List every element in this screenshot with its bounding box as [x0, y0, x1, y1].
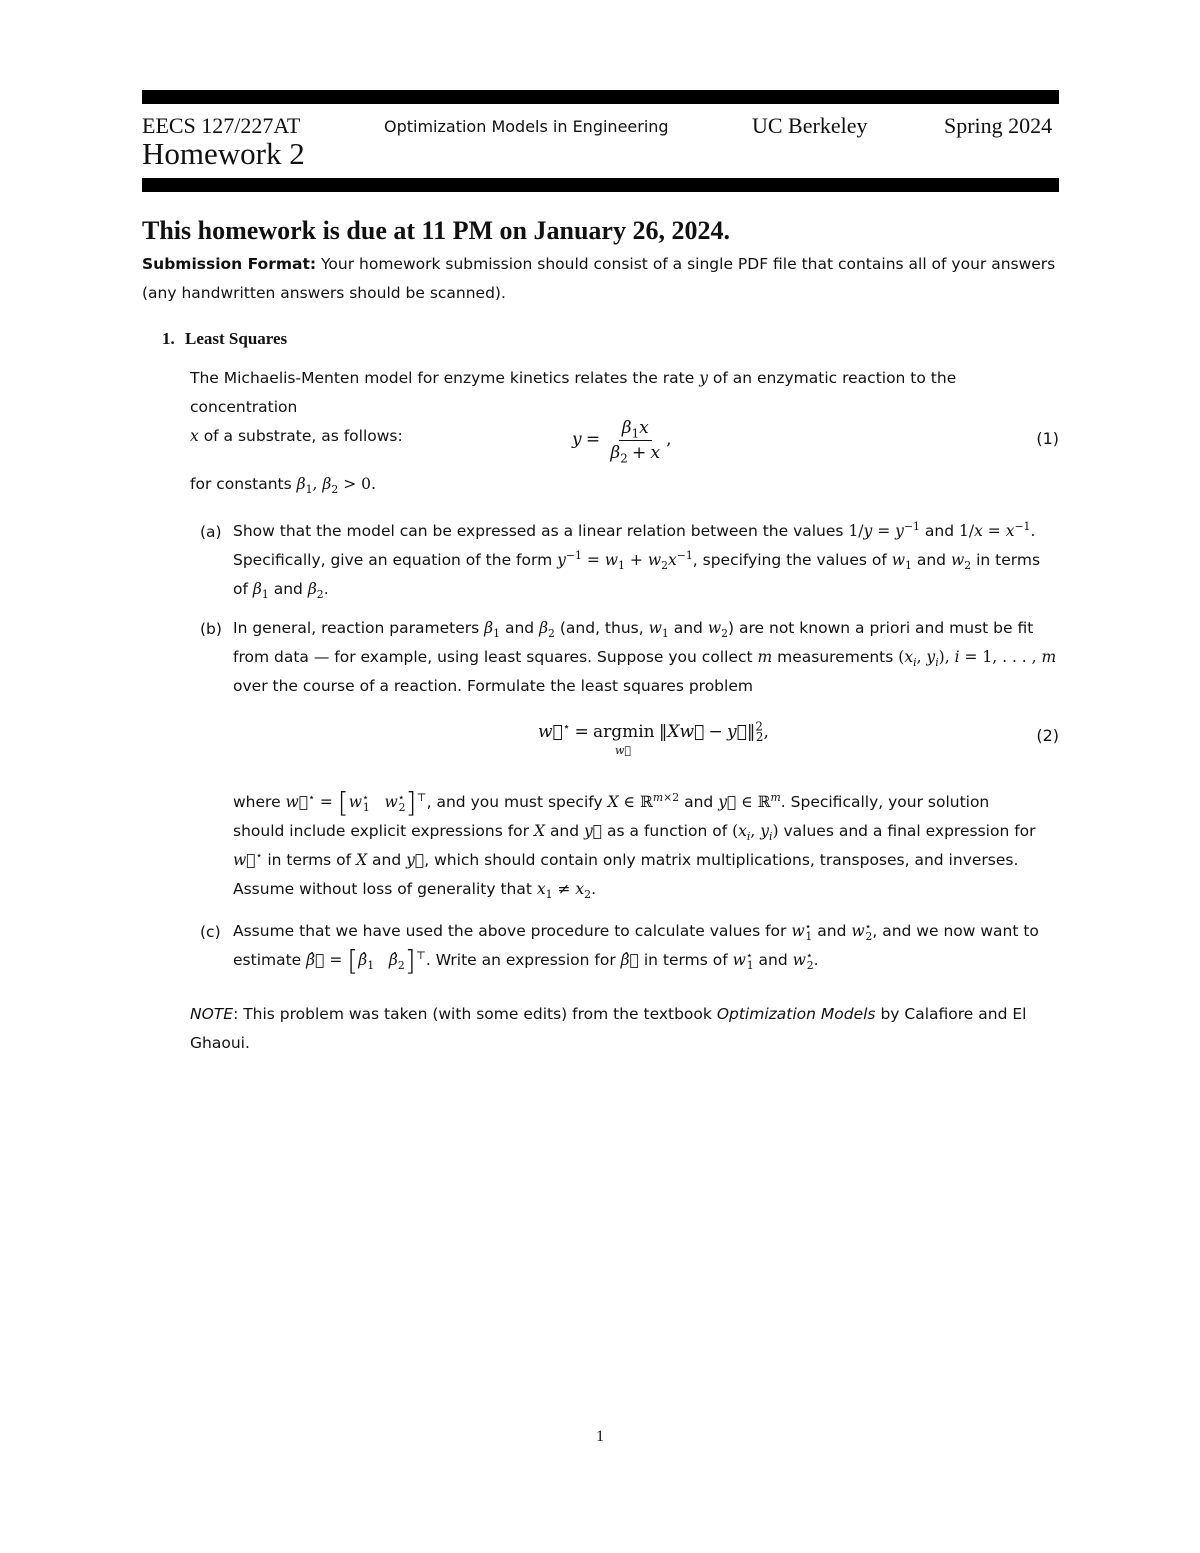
problem-1-heading	[162, 329, 287, 349]
course-title: Optimization Models in Engineering	[384, 117, 669, 136]
part-a-text-span: and	[273, 580, 303, 598]
part-b-text-span: . Specifically, your solution	[780, 793, 990, 811]
page-number: 1	[596, 1428, 604, 1445]
assignment-title: Homework 2	[142, 136, 305, 171]
var-x: x	[190, 427, 199, 445]
part-a-text-span: and	[916, 551, 947, 569]
part-b-text-span: Assume without loss of generality that	[233, 880, 532, 898]
part-b-text-span: from data — for example, using least squares. Suppose you collect	[233, 648, 753, 666]
submission-text-1: Your homework submission should consist of a single PDF file that contains all of your answers	[321, 255, 1056, 273]
note-label: NOTE	[190, 1005, 234, 1023]
submission-label: Submission Format:	[142, 255, 317, 273]
note-text: : This problem was taken (with some edits) from the textbook	[233, 1005, 712, 1023]
part-b-text-span: and	[673, 619, 703, 637]
part-b-text-span: , and you must specify	[426, 793, 603, 811]
problem-1-note	[190, 1000, 1060, 1058]
course-code: EECS 127/227AT	[142, 113, 301, 138]
part-b-text-span: (and, thus,	[559, 619, 644, 637]
part-b-text-span: over the course of a reaction. Formulate the least squares problem	[233, 677, 753, 695]
equation-1-fraction: $\frac{\beta_1x}{\beta_2 + x}$	[610, 418, 661, 466]
problem-1-number: 1.	[162, 329, 175, 348]
note-text: by Calafiore and El	[880, 1005, 1027, 1023]
part-b-text-span: and	[549, 822, 580, 840]
part-b-text-span: values and a final expression for	[783, 822, 1036, 840]
part-c-text: Assume that we have used the above procedure to calculate values for $w^⋆_1$ and $w^⋆_2$, and we now want to estimate β̂⃗ = [$\betâ_1$ $\betâ_2]^⊤$. Write an expression for β̂⃗ in terms of $w^⋆_1$ and $w^⋆_2$.	[233, 919, 1039, 977]
equation-2: w⃗⋆ = argmin w⃗ ‖Xw⃗ − y⃗‖$^2_2$,	[538, 719, 769, 757]
part-a-label: (a)	[200, 523, 222, 541]
problem-1-title: Least Squares	[185, 329, 288, 348]
constants-line: for constants $\beta_1$, $\beta_2 > 0$.	[190, 475, 376, 497]
intro-text: of a substrate, as follows:	[203, 427, 403, 445]
equation-1: y = $\frac{\beta_1x}{\beta_2 + x}$ ,	[572, 418, 672, 466]
part-c-text-span: Assume that we have used the above procedure to calculate values for	[233, 922, 787, 940]
part-a-text-span: Specifically, give an equation of the form	[233, 551, 553, 569]
part-c-text-span: in terms of	[643, 951, 728, 969]
equation-2-number: (2)	[1036, 726, 1059, 745]
part-b-text-span: as a function of	[607, 822, 728, 840]
part-a-text-span: , specifying the values of	[692, 551, 887, 569]
part-b-text-span: and	[684, 793, 714, 811]
argmin-operator: argmin	[592, 722, 655, 742]
constants-text: for constants	[190, 475, 292, 493]
part-b-label: (b)	[200, 620, 222, 638]
part-b-text-span: should include explicit expressions for	[233, 822, 530, 840]
term: Spring 2024	[944, 113, 1053, 138]
part-b-text-span: and	[504, 619, 535, 637]
submission-format	[142, 250, 1060, 308]
note-text: Ghaoui.	[190, 1034, 250, 1052]
part-c-label: (c)	[200, 923, 221, 941]
submission-text-2: (any handwritten answers should be scanned).	[142, 284, 506, 302]
part-b-text-span: in terms of	[267, 851, 352, 869]
part-a-text-span: in terms	[976, 551, 1041, 569]
part-a-text-span: and	[924, 522, 955, 540]
part-b-text-span: , which should contain only matrix multiplications, transposes, and inverses.	[424, 851, 1019, 869]
header-bottom-rule	[142, 178, 1059, 192]
intro-text: The Michaelis-Menten model for enzyme kinetics relates the rate	[190, 369, 695, 387]
part-b-text-span: In general, reaction parameters	[233, 619, 480, 637]
part-a-text: Show that the model can be expressed as a linear relation between the values $1/y = y^{-1}$ and $1/x = x^{-1}$. Specifically, give an equation of the form $y^{-1} = w_1 + w_2x^{-1}$, specifying the values of $w_1$ and $w_2$ in terms of $\beta_1$ and $\beta_2$.	[233, 519, 1041, 602]
var-y: y	[699, 369, 708, 387]
part-b-text-span: ) are not known a priori and must be fit	[728, 619, 1034, 637]
equation-1-number: (1)	[1036, 429, 1059, 448]
due-line: This homework is due at 11 PM on January 26, 2024.	[142, 216, 730, 245]
note-book-title: Optimization Models	[716, 1005, 876, 1023]
part-b-text: In general, reaction parameters $\beta_1$ and $\beta_2$ (and, thus, $w_1$ and $w_2$) are not known a priori and must be fit from data — for example, using least squares. Suppose you collect m measurements ($x_i$, $y_i$), i = 1, . . . , m over the course of a reaction. Formulate the least squares problem	[233, 619, 1057, 695]
part-b-where: where w⃗⋆ = [$w^⋆_1$ $w^⋆_2]^⊤$, and you must specify X ∈ ℝ$^{m\times 2}$ and y⃗ ∈ ℝ$^m$. Specifically, your solution should include explicit expressions for X and y⃗ as a function of ($x_i$, $y_i$) values and a final expression for w⃗⋆ in terms of X and y⃗, which should contain only matrix multiplications, transposes, and inverses. Assume without loss of generality that $x_1 \ne x_2$.	[233, 786, 1036, 902]
part-c-text-span: , and we now want to	[872, 922, 1039, 940]
university: UC Berkeley	[752, 113, 868, 138]
part-c-text-span: and	[758, 951, 788, 969]
part-b-text-span: and	[372, 851, 402, 869]
part-a-text-span: Show that the model can be expressed as a linear relation between the values	[233, 522, 844, 540]
part-b-text-span: where	[233, 793, 281, 811]
part-c-text-span: . Write an expression for	[425, 951, 616, 969]
part-b-text-span: measurements	[777, 648, 894, 666]
part-c-text-span: estimate	[233, 951, 302, 969]
part-a-text-span: of	[233, 580, 248, 598]
part-c-text-span: and	[817, 922, 847, 940]
header-top-rule	[142, 90, 1059, 104]
intro-text: of an enzymatic reaction to the concentration	[190, 369, 957, 416]
